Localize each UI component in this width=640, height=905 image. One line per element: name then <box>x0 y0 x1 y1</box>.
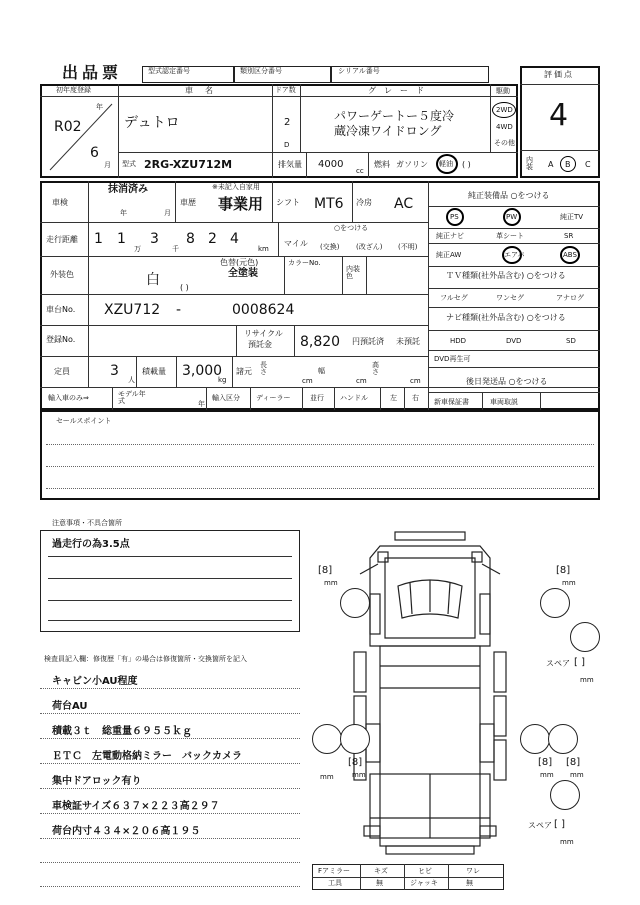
capacity-value: 3 <box>110 363 119 379</box>
row-line-6 <box>40 387 600 388</box>
r3-v2 <box>342 256 343 294</box>
dvd-play: DVD再生可 <box>434 355 471 363</box>
exterior-color: 白 <box>146 272 160 288</box>
shift-value: MT6 <box>314 196 344 212</box>
model-year-unit: 年 <box>198 400 205 408</box>
tread-rr-inner: [8] <box>538 757 553 768</box>
first-reg-year-label: 年 <box>96 103 103 111</box>
eq-line-3 <box>428 243 600 244</box>
chassis-prefix: XZU712 <box>104 302 161 318</box>
r1-v2 <box>272 181 273 222</box>
tread-fr-unit: mm <box>562 579 576 587</box>
replace-label: (交換) <box>320 243 340 251</box>
history-note: ※未記入自家用 <box>212 183 260 191</box>
mileage-d2: 1 <box>117 231 126 247</box>
serial-label: シリアル番号 <box>338 67 380 75</box>
ps-label: PS <box>450 213 459 221</box>
doors-label: ドア数 <box>275 86 296 94</box>
truck-diagram <box>340 528 520 863</box>
first-reg-month-label: 月 <box>104 161 111 169</box>
memo-rule-9 <box>40 886 300 887</box>
shaken-month: 月 <box>164 209 171 217</box>
r3-v1 <box>284 256 285 294</box>
row-line-4 <box>40 325 428 326</box>
repaint-paren: ( ) <box>180 283 189 292</box>
tv-title: ＴＶ種類(社外品含む) ○をつける <box>446 271 566 280</box>
caution-line-3 <box>48 600 292 601</box>
handle-right: 右 <box>412 394 419 402</box>
model-label: 型式 <box>122 160 136 168</box>
reg-no-label: 登録No. <box>46 335 76 344</box>
model-code-label: 型式認定番号 <box>148 67 190 75</box>
tv-oneseg: ワンセグ <box>496 294 524 302</box>
legend-v1 <box>360 864 361 890</box>
r7-v7 <box>404 387 405 410</box>
r6-v1 <box>136 356 137 387</box>
interior-a: A <box>548 160 554 169</box>
r1-v1 <box>175 181 176 222</box>
handle-left: 左 <box>390 394 397 402</box>
genuine-navi: 純正ナビ <box>436 232 464 240</box>
drive-other: その他 <box>494 139 515 147</box>
r3-v3 <box>366 256 367 294</box>
width-label: 幅 <box>318 367 325 375</box>
airbag-label: エアバ <box>504 251 525 259</box>
navi-title: ナビ種類(社外品含む) ○をつける <box>446 313 566 322</box>
equip-divider <box>428 181 429 410</box>
tread-rr-inner-unit: mm <box>540 771 554 779</box>
eq-line-7 <box>428 330 600 331</box>
r7-v3 <box>250 387 251 410</box>
fuel-gasoline: ガソリン <box>396 160 428 169</box>
sales-line-2 <box>46 466 594 467</box>
r6-v2 <box>176 356 177 387</box>
spare-wheel-rear <box>550 780 580 810</box>
first-reg-label: 初年度登録 <box>56 86 91 94</box>
sr-label: SR <box>564 232 574 240</box>
spare-wheel-front <box>570 622 600 652</box>
displacement-unit: cc <box>356 167 364 175</box>
mileage-label: 走行距離 <box>46 235 78 244</box>
genuine-tv: 純正TV <box>560 213 584 221</box>
unknown-label: (不明) <box>398 243 418 251</box>
label-col <box>88 181 89 387</box>
navi-hdd: HDD <box>450 337 467 345</box>
memo-rule-3 <box>40 738 300 739</box>
fuel-label: 燃料 <box>374 160 390 169</box>
navi-dvd: DVD <box>506 337 522 345</box>
load-unit: kg <box>218 376 227 384</box>
score-value: 4 <box>549 98 569 133</box>
tread-rl-outer-unit: mm <box>320 773 334 781</box>
legend-v4-text: 無 <box>466 879 473 887</box>
memo-rule-1 <box>40 688 300 689</box>
chassis-dash: - <box>176 302 182 318</box>
row-line-2 <box>40 256 428 257</box>
tread-rr-outer-unit: mm <box>570 771 584 779</box>
load-label: 積載量 <box>142 367 166 376</box>
mileage-d4: 8 <box>186 231 195 247</box>
height-label: 高さ <box>372 361 379 376</box>
rear-right-inner-wheel <box>520 724 550 754</box>
doors-suffix: D <box>284 141 290 149</box>
manual-label: 車両取説 <box>490 398 518 406</box>
legend-h1: Fアミラー <box>318 867 351 875</box>
shift-label: シフト <box>276 198 300 207</box>
caution-line-2 <box>48 578 292 579</box>
tread-rl-inner-value: 8 <box>351 757 359 768</box>
memo-rule-7 <box>40 838 300 839</box>
r7-v1 <box>112 387 113 410</box>
vline-7 <box>368 152 369 178</box>
car-name-label: 車名 <box>185 86 225 95</box>
legend-v3-text: ジャッキ <box>410 879 438 887</box>
memo-line-7: 荷台内寸４３４×２０６高１９５ <box>52 826 201 837</box>
interior-label: 内装 <box>526 156 533 171</box>
spare-bracket-2: [ ] <box>554 819 565 830</box>
vline-5 <box>272 152 273 178</box>
row-line-5 <box>40 356 428 357</box>
doors-value: 2 <box>284 117 291 128</box>
legend-h2: キズ <box>374 867 388 875</box>
legend-h4: ワレ <box>466 867 480 875</box>
dealer-label: ディーラー <box>256 394 291 402</box>
class-code-label: 類別区分番号 <box>240 67 282 75</box>
front-right-wheel <box>540 588 570 618</box>
mile-label: マイル <box>284 239 308 248</box>
pw-label: PW <box>506 213 518 221</box>
memo-rule-2 <box>40 713 300 714</box>
first-reg-month: 6 <box>90 145 99 161</box>
memo-rule-4 <box>40 763 300 764</box>
eq-line-5 <box>428 288 600 289</box>
model-year-label: モデル年式 <box>118 390 146 405</box>
spare-label-2: スペア <box>528 821 552 830</box>
r7-v5 <box>334 387 335 410</box>
inspector-label: 検査員記入欄：修復歴「有」の場合は修復箇所・交換箇所を記入 <box>44 655 247 663</box>
recycle-label2: 預託金 <box>248 340 272 349</box>
sales-line-3 <box>46 488 594 489</box>
vline-4 <box>490 84 491 152</box>
vehicle-header-line <box>40 96 518 97</box>
width-unit: cm <box>356 377 367 385</box>
length-unit: cm <box>302 377 313 385</box>
legend-h3: ヒビ <box>418 867 432 875</box>
displacement-value: 4000 <box>318 159 344 170</box>
later-title: 後日発送品 ○をつける <box>466 377 548 386</box>
warranty-label: 新車保証書 <box>434 398 469 406</box>
recycle-paid: 円預託済 <box>352 337 384 346</box>
capacity-label: 定員 <box>54 367 70 376</box>
recycle-amount: 8,820 <box>300 334 341 350</box>
sales-point-label: セールスポイント <box>56 417 112 425</box>
handle-label: ハンドル <box>340 394 368 402</box>
vehicle-row-line <box>118 152 518 153</box>
chassis-label: 車台No. <box>46 305 76 314</box>
caution-label: 注意事項・不具合箇所 <box>52 519 122 527</box>
height-unit: cm <box>410 377 421 385</box>
legend-v2 <box>404 864 405 890</box>
tread-fl-unit: mm <box>324 579 338 587</box>
parallel-label: 並行 <box>310 394 324 402</box>
load-value: 3,000 <box>182 363 223 379</box>
grade-label: グレード <box>368 86 432 95</box>
car-name: デュトロ <box>124 115 180 131</box>
caution-text: 過走行の為3.5点 <box>52 539 130 550</box>
memo-line-1: キャビン小AU程度 <box>52 676 138 687</box>
score-label: 評価点 <box>544 70 574 79</box>
import-label: 輸入車のみ⇒ <box>48 394 89 402</box>
mileage-d5: 2 <box>208 231 217 247</box>
r5-v1 <box>236 325 237 356</box>
mileage-d1: 1 <box>94 231 103 247</box>
sales-point-box <box>40 410 600 500</box>
interior-c: C <box>585 160 591 169</box>
tread-rl-inner-unit: mm <box>352 771 366 779</box>
genuine-title: 純正装備品 ○をつける <box>468 191 550 200</box>
vline-1 <box>118 84 119 178</box>
length-label: 長さ <box>260 361 267 376</box>
vline-3 <box>300 84 301 152</box>
eq-line-10 <box>428 392 600 393</box>
capacity-unit: 人 <box>128 376 135 384</box>
tread-rr-inner-value: 8 <box>541 757 549 768</box>
score-divider <box>520 84 600 85</box>
eq-line-6 <box>428 307 600 308</box>
drive-4wd: 4WD <box>496 123 513 131</box>
tread-rr-outer-value: 8 <box>569 757 577 768</box>
tread-fr-value: 8 <box>559 565 567 576</box>
r6-v3 <box>232 356 233 387</box>
interior-color-label: 内装色 <box>346 265 360 280</box>
eq-line-8 <box>428 350 600 351</box>
import-type-label: 輸入区分 <box>212 394 240 402</box>
model-value: 2RG-XZU712M <box>144 158 233 171</box>
circle-note: ○をつける <box>334 224 369 232</box>
memo-rule-8 <box>40 862 300 863</box>
drive-label: 駆動 <box>496 87 510 95</box>
caution-line-4 <box>48 620 292 621</box>
mileage-sen: 千 <box>172 245 179 253</box>
recycle-label1: リサイクル <box>244 329 283 338</box>
memo-rule-5 <box>40 788 300 789</box>
grade-line2: 蔵冷凍ワイドロング <box>334 124 442 138</box>
legend-v2-text: 無 <box>376 879 383 887</box>
mileage-d6: 4 <box>230 231 239 247</box>
front-left-wheel <box>340 588 370 618</box>
memo-line-6: 車検証サイズ６３７×２２３高２９７ <box>52 801 220 812</box>
r1-v3 <box>352 181 353 222</box>
chassis-number: 0008624 <box>232 302 295 318</box>
row-line-1 <box>40 222 428 223</box>
spare-unit-2: mm <box>560 838 574 846</box>
vline-6 <box>306 152 307 178</box>
memo-line-5: 集中ドアロック有り <box>52 776 142 787</box>
mileage-km: km <box>258 245 269 253</box>
ac-value: AC <box>394 196 414 212</box>
repaint-value: 全塗装 <box>228 268 258 279</box>
exterior-label: 外装色 <box>50 270 74 279</box>
abs-label: ABS <box>563 251 577 259</box>
r7-v2 <box>206 387 207 410</box>
eq-line-9 <box>428 367 600 368</box>
spare-unit-1: mm <box>580 676 594 684</box>
dims-label: 諸元 <box>236 367 252 376</box>
rear-left-inner-wheel <box>340 724 370 754</box>
spare-label-1: スペア <box>546 659 570 668</box>
legend-mid <box>312 877 504 878</box>
memo-line-2: 荷台AU <box>52 701 88 712</box>
tread-fl: [8] <box>318 565 333 576</box>
recycle-unpaid: 未預託 <box>396 337 420 346</box>
eq-v2 <box>540 392 541 410</box>
memo-rule-6 <box>40 813 300 814</box>
colorno-label: カラーNo. <box>288 259 321 267</box>
mileage-d3: 3 <box>150 231 159 247</box>
r7-v6 <box>380 387 381 410</box>
shaken-value: 抹消済み <box>108 184 148 195</box>
fuel-paren: ( ) <box>462 160 471 169</box>
first-reg-era: R02 <box>54 119 82 135</box>
row-line-3 <box>40 294 428 295</box>
history-label: 車歴 <box>180 198 196 207</box>
rear-left-outer-wheel <box>312 724 342 754</box>
score-divider-2 <box>520 150 600 151</box>
genuine-aw: 純正AW <box>436 251 462 259</box>
reset-label: (改ざん) <box>356 243 383 251</box>
memo-line-3: 積載３ｔ 総重量６９５５ｋｇ <box>52 726 192 737</box>
mileage-man: 万 <box>134 245 141 253</box>
vline-2 <box>272 84 273 152</box>
shaken-label: 車検 <box>52 198 68 207</box>
eq-line-4 <box>428 266 600 267</box>
r7-v4 <box>302 387 303 410</box>
shaken-year: 年 <box>120 209 127 217</box>
history-value: 事業用 <box>218 195 264 213</box>
rear-right-outer-wheel <box>548 724 578 754</box>
drive-2wd: 2WD <box>496 106 513 114</box>
fuel-diesel: 軽油 <box>439 160 453 168</box>
repaint-label: 色替(元色) <box>220 258 259 267</box>
eq-line-2 <box>428 228 600 229</box>
legend-v3 <box>448 864 449 890</box>
tv-fullseg: フルセグ <box>440 294 468 302</box>
caution-line-1 <box>48 556 292 557</box>
form-title: 出品票 <box>62 63 123 82</box>
interior-b: B <box>565 160 571 169</box>
r2-v1 <box>278 222 279 256</box>
tread-rl-inner: [8] <box>348 757 363 768</box>
tread-rr-outer: [8] <box>566 757 581 768</box>
eq-v1 <box>482 392 483 410</box>
sales-line-1 <box>46 444 594 445</box>
r5-v2 <box>294 325 295 356</box>
tv-analog: アナログ <box>556 294 584 302</box>
tread-fr: [8] <box>556 565 571 576</box>
grade-line1: パワーゲートー５度冷 <box>334 109 455 123</box>
leather-seat: 革シート <box>496 232 524 240</box>
spare-bracket-1: [ ] <box>574 657 585 668</box>
eq-line-1 <box>428 206 600 207</box>
displacement-label: 排気量 <box>278 160 302 169</box>
legend-v1-text: 工具 <box>328 879 342 887</box>
tread-fl-value: 8 <box>321 565 329 576</box>
memo-line-4: ＥＴＣ 左電動格納ミラー バックカメラ <box>52 751 242 762</box>
navi-sd: SD <box>566 337 576 345</box>
ac-label: 冷房 <box>356 198 372 207</box>
